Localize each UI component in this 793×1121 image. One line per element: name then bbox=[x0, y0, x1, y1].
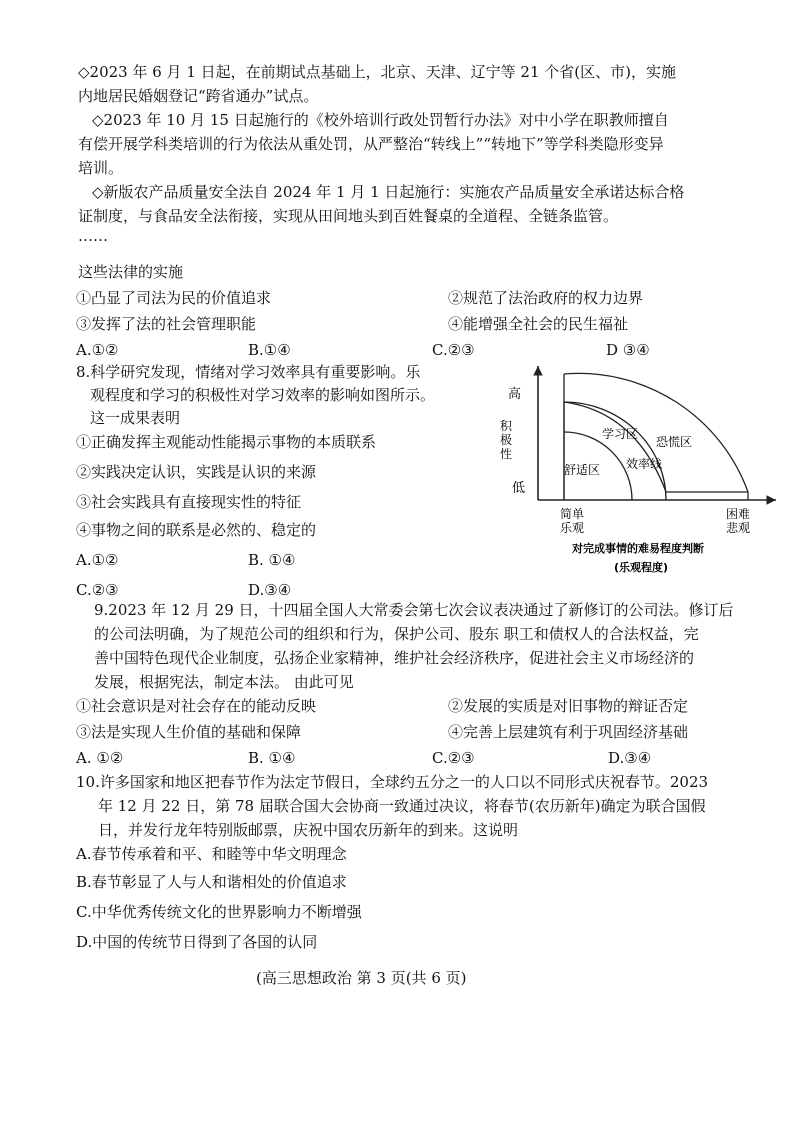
y-axis-high: 高 bbox=[508, 387, 522, 402]
q9-answer-d: D.③④ bbox=[608, 749, 652, 767]
q9-stem-line2: 的公司法明确，为了规范公司的组织和行为，保护公司、股东 职工和债权人的合法权益，完 bbox=[94, 625, 699, 643]
q7-option-4: ④能增强全社会的民生福祉 bbox=[448, 315, 629, 333]
q7-answer-c: C.②③ bbox=[432, 341, 475, 359]
q8-stem-line3: 这一成果表明 bbox=[90, 409, 181, 427]
q10-stem-line1: 10.许多国家和地区把春节作为法定节假日，全球约五分之一的人口以不同形式庆祝春节。2023 bbox=[76, 773, 709, 791]
q8-answer-d: D.③④ bbox=[248, 581, 292, 599]
q7-answer-a: A.①② bbox=[76, 341, 119, 359]
y-axis-label-3: 性 bbox=[500, 447, 513, 461]
q8-stem-line2: 观程度和学习的积极性对学习效率的影响如图所示。 bbox=[90, 386, 436, 404]
efficiency-zone-diagram bbox=[486, 362, 786, 582]
learning-zone-arc bbox=[564, 402, 666, 500]
intro-ellipsis: …… bbox=[78, 227, 108, 245]
q7-option-2: ②规范了法治政府的权力边界 bbox=[448, 289, 644, 307]
q9-stem-line3: 善中国特色现代企业制度，弘扬企业家精神，维护社会经济秩序，促进社会主义市场经济的 bbox=[94, 649, 695, 667]
q10-answer-b: B.春节彰显了人与人和谐相处的价值追求 bbox=[76, 873, 347, 891]
q8-stem-line1: 8.科学研究发现，情绪对学习效率具有重要影响。乐 bbox=[76, 363, 421, 381]
y-axis-label-2: 极 bbox=[500, 433, 513, 447]
q9-option-4: ④完善上层建筑有利于巩固经济基础 bbox=[448, 723, 689, 741]
q10-answer-a: A.春节传承着和平、和睦等中华文明理念 bbox=[76, 845, 347, 863]
zone-label-comfort: 舒适区 bbox=[564, 463, 601, 477]
x-axis-left-1: 简单 bbox=[560, 507, 585, 521]
q8-answer-c: C.②③ bbox=[76, 581, 119, 599]
y-axis-low: 低 bbox=[512, 481, 526, 496]
q9-answer-b: B. ①④ bbox=[248, 749, 296, 767]
intro-p1-line2: 内地居民婚姻登记“跨省通办”试点。 bbox=[78, 87, 319, 105]
intro-p1-line1: ◇2023 年 6 月 1 日起，在前期试点基础上，北京、天津、辽宁等 21 个省(区、市)，实施 bbox=[78, 63, 676, 81]
q7-option-3: ③发挥了法的社会管理职能 bbox=[76, 315, 257, 333]
q8-answer-a: A.①② bbox=[76, 551, 119, 569]
q7-answer-b: B.①④ bbox=[248, 341, 291, 359]
q9-option-2: ②发展的实质是对旧事物的辩证否定 bbox=[448, 697, 689, 715]
q10-stem-line3: 日，并发行龙年特别版邮票，庆祝中国农历新年的到来。这说明 bbox=[98, 821, 519, 839]
efficiency-line bbox=[564, 402, 748, 500]
x-axis-caption-2: (乐观程度) bbox=[614, 561, 669, 574]
zone-label-learning: 学习区 bbox=[602, 427, 639, 441]
x-axis-right-1: 困难 bbox=[726, 507, 751, 521]
x-axis-caption: 对完成事情的难易程度判断 bbox=[572, 542, 704, 555]
q10-answer-d: D.中国的传统节日得到了各国的认同 bbox=[76, 933, 318, 951]
q8-option-1: ①正确发挥主观能动性能揭示事物的本质联系 bbox=[76, 433, 377, 451]
q9-option-1: ①社会意识是对社会存在的能动反映 bbox=[76, 697, 317, 715]
y-axis-label-1: 积 bbox=[500, 419, 513, 433]
zone-label-efficiency: 效率线 bbox=[626, 457, 663, 471]
intro-p2-line1: ◇2023 年 10 月 15 日起施行的《校外培训行政处罚暂行办法》对中小学在职教师擅自 bbox=[92, 111, 669, 129]
x-axis-right-2: 悲观 bbox=[726, 521, 751, 535]
q8-answer-b: B. ①④ bbox=[248, 551, 296, 569]
q7-option-1: ①凸显了司法为民的价值追求 bbox=[76, 289, 272, 307]
q8-option-4: ④事物之间的联系是必然的、稳定的 bbox=[76, 521, 317, 539]
zone-label-panic: 恐慌区 bbox=[656, 435, 693, 449]
page-footer: (高三思想政治 第 3 页(共 6 页) bbox=[256, 969, 467, 987]
q9-answer-a: A. ①② bbox=[76, 749, 124, 767]
q9-stem-line1: 9.2023 年 12 月 29 日，十四届全国人大常委会第七次会议表决通过了新修订的公司法。修订后 bbox=[94, 601, 734, 619]
intro-p3-line1: ◇新版农产品质量安全法自 2024 年 1 月 1 日起施行：实施农产品质量安全承诺达标合格 bbox=[92, 183, 685, 201]
q8-option-3: ③社会实践具有直接现实性的特征 bbox=[76, 493, 302, 511]
q7-stem: 这些法律的实施 bbox=[78, 263, 184, 281]
intro-p2-line2: 有偿开展学科类培训的行为依法从重处罚，从严整治“转线上”“转地下”等学科类隐形变异 bbox=[78, 135, 664, 153]
q10-answer-c: C.中华优秀传统文化的世界影响力不断增强 bbox=[76, 903, 362, 921]
intro-p2-line3: 培训。 bbox=[78, 159, 124, 177]
q9-option-3: ③法是实现人生价值的基础和保障 bbox=[76, 723, 302, 741]
q7-answer-d: D ③④ bbox=[606, 341, 650, 359]
x-axis-left-2: 乐观 bbox=[560, 521, 585, 535]
q10-stem-line2: 年 12 月 22 日，第 78 届联合国大会协商一致通过决议，将春节(农历新年)确定为联合国假 bbox=[98, 797, 706, 815]
q9-answer-c: C.②③ bbox=[432, 749, 475, 767]
q8-option-2: ②实践决定认识，实践是认识的来源 bbox=[76, 463, 317, 481]
q9-stem-line4: 发展，根据宪法，制定本法。 由此可见 bbox=[94, 673, 354, 691]
intro-p3-line2: 证制度，与食品安全法衔接，实现从田间地头到百姓餐桌的全道程、全链条监管。 bbox=[78, 207, 619, 225]
